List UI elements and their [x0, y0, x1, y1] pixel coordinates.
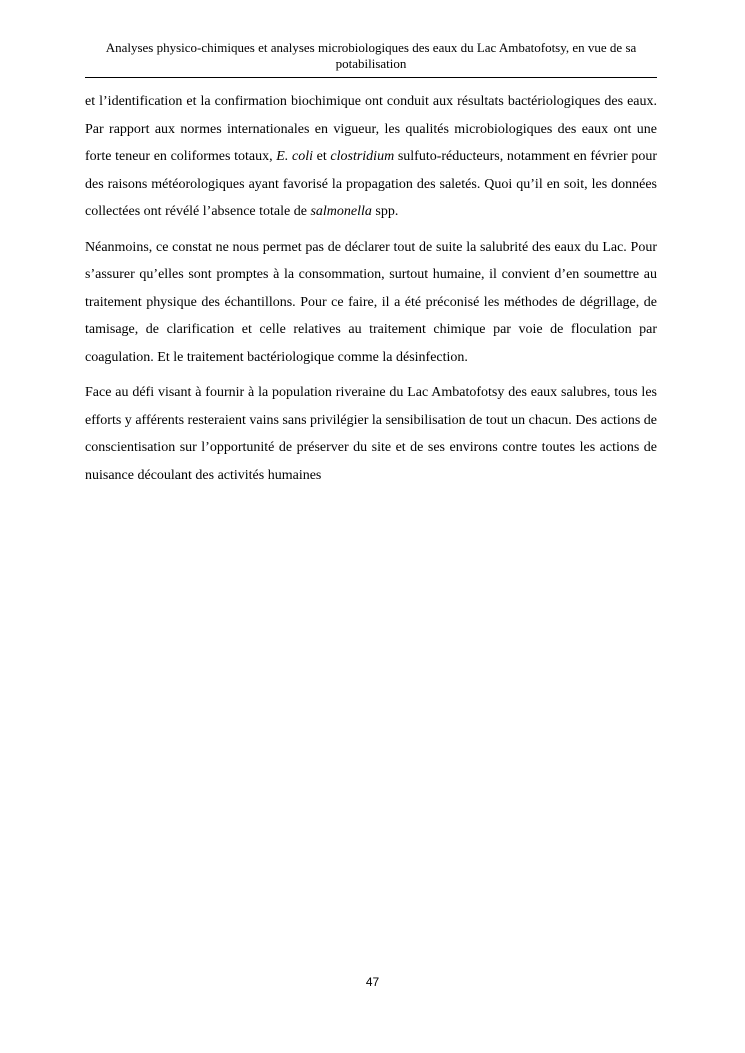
running-header [85, 40, 657, 72]
running-header-line-1: Analyses physico-chimiques et analyses microbiologiques des eaux du Lac Ambatofotsy, en vue de sa [105, 40, 637, 55]
italic-term-e-coli: E. coli [276, 149, 313, 164]
paragraph-conclusion-results [85, 88, 657, 226]
paragraph-treatment-methods: Néanmoins, ce constat ne nous permet pas de déclarer tout de suite la salubrité des eaux du Lac. Pour s’assurer qu’elles sont promptes à la consommation, surtout humaine, il convient d’en soumettre au traitement physique des échantillons. Pour ce faire, il a été préconisé les méthodes de dégrillage, de tamisage, de clarification et celle relatives au traitement chimique par voie de floculation par coagulation. Et le traitement bactériologique comme la désinfection. [85, 239, 657, 365]
running-header-line-2: potabilisation [335, 56, 407, 71]
page-number: 47 [365, 975, 380, 989]
paragraph-text: et l’identification et la confirmation biochimique ont conduit aux résultats bactériologiques des eaux. Par rapport aux normes internationales en vigueur, les qualités microbiologiques des eaux ont une forte teneur en coliformes totaux, [85, 94, 657, 164]
paragraph-text: et [312, 149, 331, 164]
italic-term-clostridium: clostridium [330, 149, 395, 164]
body-text [85, 88, 657, 497]
italic-term-salmonella: salmonella [310, 204, 372, 219]
paragraph-text: sulfuto-réducteurs, notamment en février pour des raisons météorologiques ayant favorisé la propagation des saletés. Quoi qu’il en soit, les données collectées ont révélé l’absence totale de [85, 149, 657, 219]
paragraph-text: spp. [371, 204, 399, 219]
paragraph-awareness: Face au défi visant à fournir à la population riveraine du Lac Ambatofotsy des eaux salubres, tous les efforts y afférents resteraient vains sans privilégier la sensibilisation de tout un chacun. Des actions de conscientisation sur l’opportunité de préserver du site et de ses environs contre toutes les actions de nuisance découlant des activités humaines [85, 385, 657, 483]
header-rule [85, 77, 657, 78]
